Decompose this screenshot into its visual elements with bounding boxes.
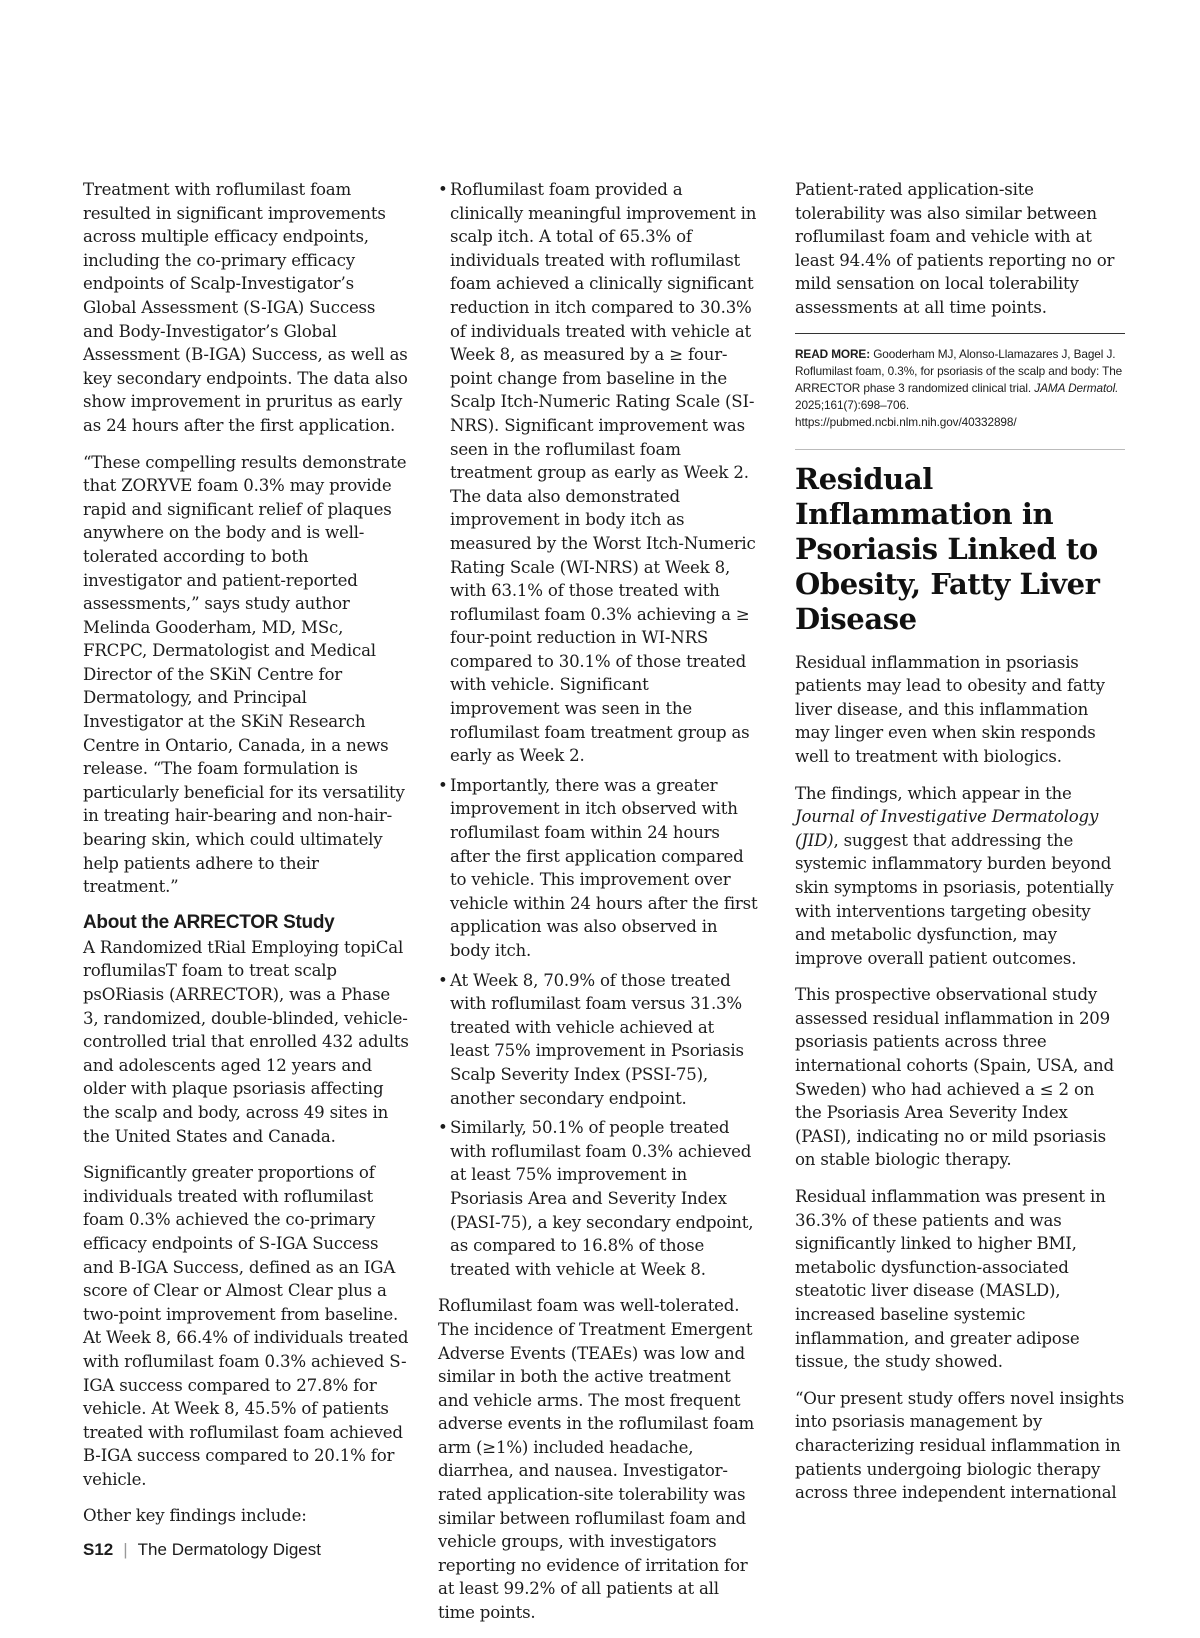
paragraph-primary-endpoints: Significantly greater proportions of individuals treated with roflumilast foam 0.3% achieved the co-primary efficacy endpoints of S-IGA Success and B-IGA Success, defined as an IGA score of Clear or Almost Clear plus a two-point improvement from baseline. At Week 8, 66.4% of individuals treated with roflumilast foam 0.3% achieved S-IGA success compared to 27.8% for vehicle. At Week 8, 45.5% of patients treated with roflumilast foam achieved B-IGA success compared to 20.1% for vehicle.: [83, 1163, 409, 1489]
paragraph-results: Residual inflammation was present in 36.3% of these patients and was significantly linked to higher BMI, metabolic dysfunction-associated steatotic liver disease (MASLD), increased baseline systemic inflammation, and greater adipose tissue, the study showed.: [795, 1187, 1106, 1372]
paragraph-tolerability: Roflumilast foam was well-tolerated. The incidence of Treatment Emergent Adverse Events (TEAEs) was low and similar in both the active treatment and vehicle arms. The most frequent adverse events in the roflumilast foam arm (≥1%) included headache, diarrhea, and nausea. Investigator-rated application-site tolerability was similar between roflumilast foam and vehicle groups, with investigators reporting no evidence of irritation for at least 99.2% of all patients at all time points.: [438, 1296, 755, 1623]
paragraph-patient-tolerability: Patient-rated application-site tolerability was also similar between roflumilast foam and vehicle with at least 94.4% of patients reporting no or mild sensation on local tolerability assessments at all time points.: [795, 180, 1115, 317]
read-more-label: READ MORE:: [795, 346, 871, 361]
paragraph-efficacy-intro: Treatment with roflumilast foam resulted in significant improvements across multiple efficacy endpoints, including the co-primary efficacy endpoints of Scalp-Investigator’s Global Assessment (S-IGA) Success and Body-Investigator’s Global Assessment (B-IGA) Success, as well as key secondary endpoints. The data also show improvement in pruritus as early as 24 hours after the first application.: [83, 180, 408, 435]
column-left: [83, 178, 409, 1541]
paragraph-findings-jid: The findings, which appear in the Journal of Investigative Dermatology (JID), suggest that addressing the systemic inflammatory burden beyond skin symptoms in psoriasis, potentially with interventions targeting obesity and metabolic dysfunction, may improve overall patient outcomes.: [795, 783, 1114, 968]
journal-name: JAMA Dermatol.: [1034, 380, 1119, 395]
paragraph-study-cohorts: This prospective observational study assessed residual inflammation in 209 psoriasis patients across three international cohorts (Spain, USA, and Sweden) who had achieved a ≤ 2 on the Psoriasis Area Severity Index (PASI), indicating no or mild psoriasis on stable biologic therapy.: [795, 985, 1114, 1170]
bullet-icon: •: [438, 775, 448, 795]
read-more-citation: READ MORE: Gooderham MJ, Alonso-Llamazares J, Bagel J. Roflumilast foam, 0.3%, for psoriasis of the scalp and body: The ARRECTOR phase 3 randomized clinical trial. JAMA Dermatol. 2025;161(7):698–706. https://pubmed.ncbi.nlm.nih.gov/40332898/: [795, 346, 1123, 429]
paragraph-study-design: A Randomized tRial Employing topiCal roflumilasT foam to treat scalp psORiasis (ARRECTOR), was a Phase 3, randomized, double-blinded, vehicle-controlled trial that enrolled 432 adults and adolescents aged 12 years and older with plaque psoriasis affecting the scalp and body, across 49 sites in the United States and Canada.: [83, 937, 409, 1146]
bullet-icon: •: [438, 1118, 448, 1138]
subhead-about-arrector: About the ARRECTOR Study: [83, 911, 335, 933]
list-item: • At Week 8, 70.9% of those treated with roflumilast foam versus 31.3% treated with vehicle achieved at least 75% improvement in Psoriasis Scalp Severity Index (PSSI-75), another secondary endpoint.: [438, 970, 744, 1108]
page-footer: [83, 1540, 321, 1560]
article-headline: Residual Inflammation in Psoriasis Linked to Obesity, Fatty Liver Disease: [795, 461, 1100, 636]
publication-name: The Dermatology Digest: [137, 1540, 321, 1559]
divider: [795, 333, 1125, 334]
paragraph-quote-insights: “Our present study offers novel insights into psoriasis management by characterizing residual inflammation in patients undergoing biologic therapy across three independent international: [795, 1388, 1125, 1503]
paragraph-quote-gooderham: “These compelling results demonstrate that ZORYVE foam 0.3% may provide rapid and significant relief of plaques anywhere on the body and is well-tolerated according to both investigator and patient-reported assessments,” says study author Melinda Gooderham, MD, MSc, FRCPC, Dermatologist and Medical Director of the SKiN Centre for Dermatology, and Principal Investigator at the SKiN Research Centre in Ontario, Canada, in a news release. “The foam formulation is particularly beneficial for its versatility in treating hair-bearing and non-hair-bearing skin, which could ultimately help patients adhere to their treatment.”: [83, 452, 407, 897]
list-item: • Importantly, there was a greater improvement in itch observed with roflumilast foam within 24 hours after the first application compared to vehicle. This improvement over vehicle within 24 hours after the first application was also observed in body itch.: [438, 775, 758, 960]
bullet-icon: •: [438, 970, 448, 990]
column-right: [795, 178, 1125, 1518]
bullet-icon: •: [438, 180, 448, 199]
paragraph-residual-intro: Residual inflammation in psoriasis patients may lead to obesity and fatty liver disease, and this inflammation may linger even when skin responds well to treatment with biologics.: [795, 652, 1105, 766]
list-item: • Similarly, 50.1% of people treated with roflumilast foam 0.3% achieved at least 75% improvement in Psoriasis Area and Severity Index (PASI-75), a key secondary endpoint, as compared to 16.8% of those treated with vehicle at Week 8.: [438, 1118, 754, 1279]
citation-link[interactable]: 2025;161(7):698–706. https://pubmed.ncbi.nlm.nih.gov/40332898/: [795, 397, 1017, 429]
divider: [795, 449, 1125, 450]
list-item: • Roflumilast foam provided a clinically meaningful improvement in scalp itch. A total of 65.3% of individuals treated with roflumilast foam achieved a clinically significant reduction in itch compared to 30.3% of individuals treated with vehicle at Week 8, as measured by a ≥ four-point change from baseline in the Scalp Itch-Numeric Rating Scale (SI-NRS). Significant improvement was seen in the roflumilast foam treatment group as early as Week 2. The data also demonstrated improvement in body itch as measured by the Worst Itch-Numeric Rating Scale (WI-NRS) at Week 8, with 63.1% of those treated with roflumilast foam 0.3% achieving a ≥ four-point reduction in WI-NRS compared to 30.1% of those treated with vehicle. Significant improvement was seen in the roflumilast foam treatment group as early as Week 2.: [438, 180, 757, 766]
footer-separator: |: [123, 1540, 128, 1559]
journal-title: Journal of Investigative Dermatology (JID): [795, 807, 1099, 850]
column-middle: [438, 178, 758, 1638]
paragraph-other-findings-lead: Other key findings include:: [83, 1506, 307, 1526]
page-number: S12: [83, 1540, 114, 1559]
key-findings-list: [438, 178, 758, 1281]
